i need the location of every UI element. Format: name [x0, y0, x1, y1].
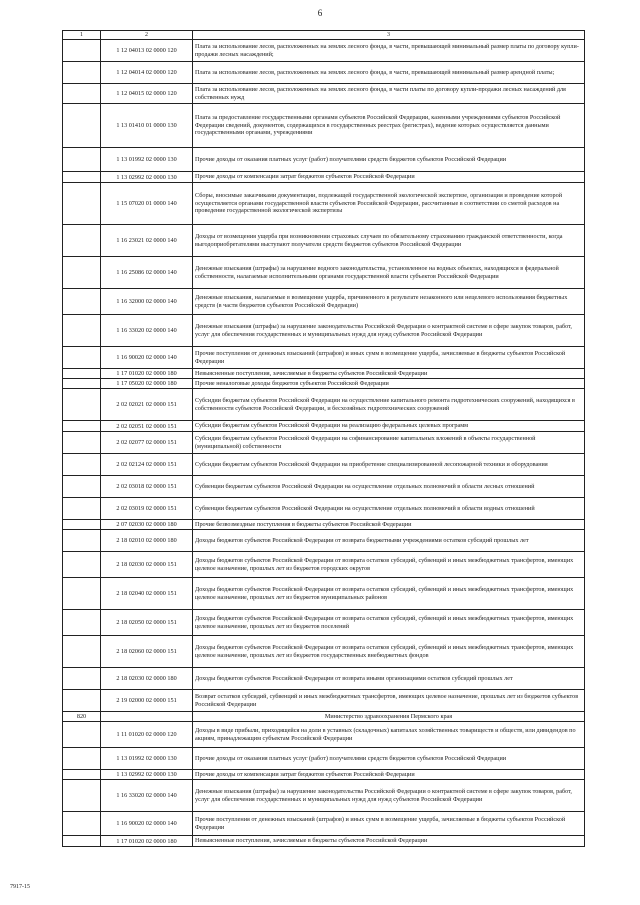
revenue-code-cell: 2 18 02050 02 0000 151: [101, 610, 193, 636]
administrator-code-cell: [63, 183, 101, 225]
table-row: [63, 520, 585, 530]
header-col-3: 3: [193, 31, 585, 40]
administrator-code-cell: [63, 104, 101, 148]
administrator-code-cell: [63, 84, 101, 104]
revenue-name-cell: Доходы бюджетов субъектов Российской Федерации от возврата бюджетными учреждениями остатков субсидий прошлых лет: [193, 530, 585, 552]
header-col-1: 1: [63, 31, 101, 40]
revenue-code-cell: 2 02 02124 02 0000 151: [101, 454, 193, 476]
table-row: [63, 812, 585, 836]
administrator-code-cell: [63, 690, 101, 712]
administrator-code-cell: [63, 148, 101, 172]
table-row: [63, 40, 585, 62]
table-row: [63, 379, 585, 389]
table-row: [63, 289, 585, 315]
revenue-code-cell: 1 16 25086 02 0000 140: [101, 257, 193, 289]
revenue-code-cell: 1 12 04015 02 0000 120: [101, 84, 193, 104]
administrator-code-cell: [63, 389, 101, 421]
revenue-name-cell: Прочие безвозмездные поступления в бюджеты субъектов Российской Федерации: [193, 520, 585, 530]
revenue-name-cell: Доходы бюджетов субъектов Российской Федерации от возврата остатков субсидий, субвенций и иных межбюджетных трансфертов, имеющих целевое назначение, прошлых лет из бюджетов поселений: [193, 610, 585, 636]
table-row: [63, 578, 585, 610]
table-row: [63, 347, 585, 369]
revenue-code-cell: [101, 712, 193, 722]
table-row: [63, 315, 585, 347]
table-row: [63, 225, 585, 257]
revenue-name-cell: Доходы от возмещения ущерба при возникновении страховых случаев по обязательному страхованию гражданской ответственности, когда выгодоприобретателями выступают получатели средств бюджетов субъектов Российской Федерации: [193, 225, 585, 257]
revenue-name-cell: Субвенции бюджетам субъектов Российской Федерации на осуществление отдельных полномочий в области водных отношений: [193, 498, 585, 520]
revenue-code-cell: 1 16 32000 02 0000 140: [101, 289, 193, 315]
revenue-code-cell: 1 16 23021 02 0000 140: [101, 225, 193, 257]
table-row: [63, 432, 585, 454]
revenue-name-cell: Невыясненные поступления, зачисляемые в бюджеты субъектов Российской Федерации: [193, 369, 585, 379]
table-row: [63, 748, 585, 770]
table-row: [63, 148, 585, 172]
revenue-code-cell: 1 11 01020 02 0000 120: [101, 722, 193, 748]
revenue-code-cell: 1 16 33020 02 0000 140: [101, 780, 193, 812]
revenue-code-cell: 1 15 07020 01 0000 140: [101, 183, 193, 225]
revenue-code-cell: 2 02 02051 02 0000 151: [101, 421, 193, 432]
table-row: [63, 454, 585, 476]
revenue-name-cell: Министерство здравоохранения Пермского края: [193, 712, 585, 722]
administrator-code-cell: [63, 315, 101, 347]
revenue-code-cell: 1 16 90020 02 0000 140: [101, 347, 193, 369]
administrator-code-cell: 820: [63, 712, 101, 722]
revenue-code-cell: 2 02 02077 02 0000 151: [101, 432, 193, 454]
revenue-name-cell: Доходы бюджетов субъектов Российской Федерации от возврата остатков субсидий, субвенций и иных межбюджетных трансфертов, имеющих целевое назначение, прошлых лет из бюджетов городских округов: [193, 552, 585, 578]
administrator-code-cell: [63, 636, 101, 668]
revenue-code-cell: 2 02 03018 02 0000 151: [101, 476, 193, 498]
revenue-name-cell: Доходы бюджетов субъектов Российской Федерации от возврата остатков субсидий, субвенций и иных межбюджетных трансфертов, имеющих целевое назначение, прошлых лет из бюджетов государственных внебюджетных фондов: [193, 636, 585, 668]
revenue-code-cell: 1 16 33020 02 0000 140: [101, 315, 193, 347]
revenue-code-cell: 1 16 90020 02 0000 140: [101, 812, 193, 836]
revenue-name-cell: Плата за предоставление государственными органами субъектов Российской Федерации, казенными учреждениями субъектов Российской Федерации сведений, документов, содержащихся в государственных реестрах (регистрах), ведение которых осуществляется данными государственными органами, учреждениями: [193, 104, 585, 148]
revenue-name-cell: Денежные взыскания, налагаемые в возмещение ущерба, причиненного в результате незаконного или нецелевого использования бюджетных средств (в части бюджетов субъектов Российской Федерации): [193, 289, 585, 315]
table-row: [63, 690, 585, 712]
revenue-code-cell: 1 13 01410 01 0000 130: [101, 104, 193, 148]
document-footer-code: 7917-15: [10, 884, 30, 890]
administrator-code-cell: [63, 62, 101, 84]
table-row: [63, 722, 585, 748]
revenue-code-cell: 1 12 04013 02 0000 120: [101, 40, 193, 62]
revenue-name-cell: Денежные взыскания (штрафы) за нарушение законодательства Российской Федерации о контрактной системе в сфере закупок товаров, работ, услуг для обеспечения государственных и муниципальных нужд для нужд субъектов Российской Федерации: [193, 780, 585, 812]
administrator-code-cell: [63, 770, 101, 780]
administrator-code-cell: [63, 289, 101, 315]
revenue-name-cell: Прочие неналоговые доходы бюджетов субъектов Российской Федерации: [193, 379, 585, 389]
administrator-code-cell: [63, 610, 101, 636]
table-row: [63, 62, 585, 84]
administrator-code-cell: [63, 578, 101, 610]
revenue-name-cell: Прочие поступления от денежных взысканий (штрафов) и иных сумм в возмещение ущерба, зачисляемые в бюджеты субъектов Российской Федерации: [193, 347, 585, 369]
revenue-name-cell: Сборы, вносимые заказчиками документации, подлежащей государственной экологической экспертизе, организация и проведение которой осуществляется органами государственной власти субъектов Российской Федерации, рассчитанные в соответствии со сметой расходов на проведение государственной экологической экспертизы: [193, 183, 585, 225]
table-row: [63, 498, 585, 520]
revenue-name-cell: Прочие поступления от денежных взысканий (штрафов) и иных сумм в возмещение ущерба, зачисляемые в бюджеты субъектов Российской Федерации: [193, 812, 585, 836]
administrator-code-cell: [63, 668, 101, 690]
revenue-name-cell: Прочие доходы от компенсации затрат бюджетов субъектов Российской Федерации: [193, 770, 585, 780]
revenue-name-cell: Доходы бюджетов субъектов Российской Федерации от возврата иными организациями остатков субсидий прошлых лет: [193, 668, 585, 690]
administrator-code-cell: [63, 369, 101, 379]
revenue-code-cell: 1 13 01992 02 0000 130: [101, 148, 193, 172]
revenue-name-cell: Субвенции бюджетам субъектов Российской Федерации на осуществление отдельных полномочий в области лесных отношений: [193, 476, 585, 498]
administrator-code-cell: [63, 225, 101, 257]
revenue-name-cell: Субсидии бюджетам субъектов Российской Федерации на осуществление капитального ремонта гидротехнических сооружений, находящихся в собственности субъектов Российской Федерации, и бесхозяйных гидротехнических сооружений: [193, 389, 585, 421]
revenue-code-cell: 2 18 02010 02 0000 180: [101, 530, 193, 552]
revenue-name-cell: Субсидии бюджетам субъектов Российской Федерации на приобретение специализированной лесопожарной техники и оборудования: [193, 454, 585, 476]
revenue-code-cell: 1 17 01020 02 0000 180: [101, 836, 193, 847]
administrator-code-cell: [63, 454, 101, 476]
table-row: [63, 183, 585, 225]
revenue-code-cell: 2 07 02030 02 0000 180: [101, 520, 193, 530]
revenue-code-cell: 1 17 05020 02 0000 180: [101, 379, 193, 389]
table-row: [63, 104, 585, 148]
administrator-code-cell: [63, 780, 101, 812]
revenue-code-cell: 1 12 04014 02 0000 120: [101, 62, 193, 84]
table-row: [63, 530, 585, 552]
revenue-name-cell: Доходы бюджетов субъектов Российской Федерации от возврата остатков субсидий, субвенций и иных межбюджетных трансфертов, имеющих целевое назначение, прошлых лет из бюджетов муниципальных районов: [193, 578, 585, 610]
revenue-name-cell: Денежные взыскания (штрафы) за нарушение законодательства Российской Федерации о контрактной системе в сфере закупок товаров, работ, услуг для обеспечения государственных и муниципальных нужд для нужд субъектов Российской Федерации: [193, 315, 585, 347]
table-row: [63, 421, 585, 432]
administrator-code-cell: [63, 347, 101, 369]
table-row: [63, 668, 585, 690]
administrator-code-cell: [63, 476, 101, 498]
revenue-code-cell: 2 18 02040 02 0000 151: [101, 578, 193, 610]
administrator-code-cell: [63, 722, 101, 748]
table-row: [63, 389, 585, 421]
revenue-code-table: [62, 30, 585, 847]
revenue-code-cell: 2 18 02030 02 0000 180: [101, 668, 193, 690]
revenue-name-cell: Плата за использование лесов, расположенных на землях лесного фонда, в части, превышающей минимальный размер платы по договору купли-продажи лесных насаждений;: [193, 40, 585, 62]
revenue-code-cell: 1 13 02992 02 0000 130: [101, 770, 193, 780]
revenue-code-cell: 2 19 02000 02 0000 151: [101, 690, 193, 712]
revenue-code-cell: 2 18 02060 02 0000 151: [101, 636, 193, 668]
revenue-code-cell: 2 18 02030 02 0000 151: [101, 552, 193, 578]
table-row: [63, 172, 585, 183]
administrator-code-cell: [63, 498, 101, 520]
administrator-code-cell: [63, 40, 101, 62]
table-row: [63, 780, 585, 812]
table-row: [63, 636, 585, 668]
revenue-code-cell: 1 13 02992 02 0000 130: [101, 172, 193, 183]
revenue-code-cell: 2 02 03019 02 0000 151: [101, 498, 193, 520]
administrator-code-cell: [63, 530, 101, 552]
administrator-code-cell: [63, 520, 101, 530]
administrator-code-cell: [63, 748, 101, 770]
revenue-name-cell: Возврат остатков субсидий, субвенций и иных межбюджетных трансфертов, имеющих целевое назначение, прошлых лет из бюджетов субъектов Российской Федерации: [193, 690, 585, 712]
revenue-name-cell: Прочие доходы от оказания платных услуг (работ) получателями средств бюджетов субъектов Российской Федерации: [193, 148, 585, 172]
revenue-name-cell: Плата за использование лесов, расположенных на землях лесного фонда, в части платы по договору купли-продажи лесных насаждений для собственных нужд: [193, 84, 585, 104]
table-header-row: [63, 31, 585, 40]
table-row: [63, 610, 585, 636]
administrator-code-cell: [63, 836, 101, 847]
table-row: [63, 476, 585, 498]
administrator-code-cell: [63, 812, 101, 836]
page-number: 6: [317, 8, 323, 18]
revenue-name-cell: Прочие доходы от оказания платных услуг (работ) получателями средств бюджетов субъектов Российской Федерации: [193, 748, 585, 770]
revenue-name-cell: Плата за использование лесов, расположенных на землях лесного фонда, в части, превышающей минимальный размер арендной платы;: [193, 62, 585, 84]
revenue-name-cell: Субсидии бюджетам субъектов Российской Федерации на реализацию федеральных целевых программ: [193, 421, 585, 432]
administrator-code-cell: [63, 379, 101, 389]
table-row: [63, 836, 585, 847]
revenue-name-cell: Денежные взыскания (штрафы) за нарушение водного законодательства, установленное на водных объектах, находящихся в федеральной собственности, налагаемые исполнительными органами государственной власти субъектов Российской Федерации: [193, 257, 585, 289]
administrator-code-cell: [63, 172, 101, 183]
revenue-code-cell: 2 02 02021 02 0000 151: [101, 389, 193, 421]
revenue-name-cell: Невыясненные поступления, зачисляемые в бюджеты субъектов Российской Федерации: [193, 836, 585, 847]
table-row: [63, 84, 585, 104]
administrator-code-cell: [63, 257, 101, 289]
administrator-code-cell: [63, 421, 101, 432]
administrator-code-cell: [63, 432, 101, 454]
administrator-code-cell: [63, 552, 101, 578]
table-row: [63, 257, 585, 289]
table-row: [63, 369, 585, 379]
revenue-name-cell: Прочие доходы от компенсации затрат бюджетов субъектов Российской Федерации: [193, 172, 585, 183]
revenue-code-cell: 1 13 01992 02 0000 130: [101, 748, 193, 770]
ministry-row: [63, 712, 585, 722]
revenue-name-cell: Субсидии бюджетам субъектов Российской Федерации на софинансирование капитальных вложений в объекты государственной (муниципальной) собственности: [193, 432, 585, 454]
table-row: [63, 770, 585, 780]
revenue-name-cell: Доходы в виде прибыли, приходящейся на доли в уставных (складочных) капиталах хозяйственных товариществ и обществ, или дивидендов по акциям, принадлежащим субъектам Российской Федерации: [193, 722, 585, 748]
table-row: [63, 552, 585, 578]
revenue-code-cell: 1 17 01020 02 0000 180: [101, 369, 193, 379]
header-col-2: 2: [101, 31, 193, 40]
